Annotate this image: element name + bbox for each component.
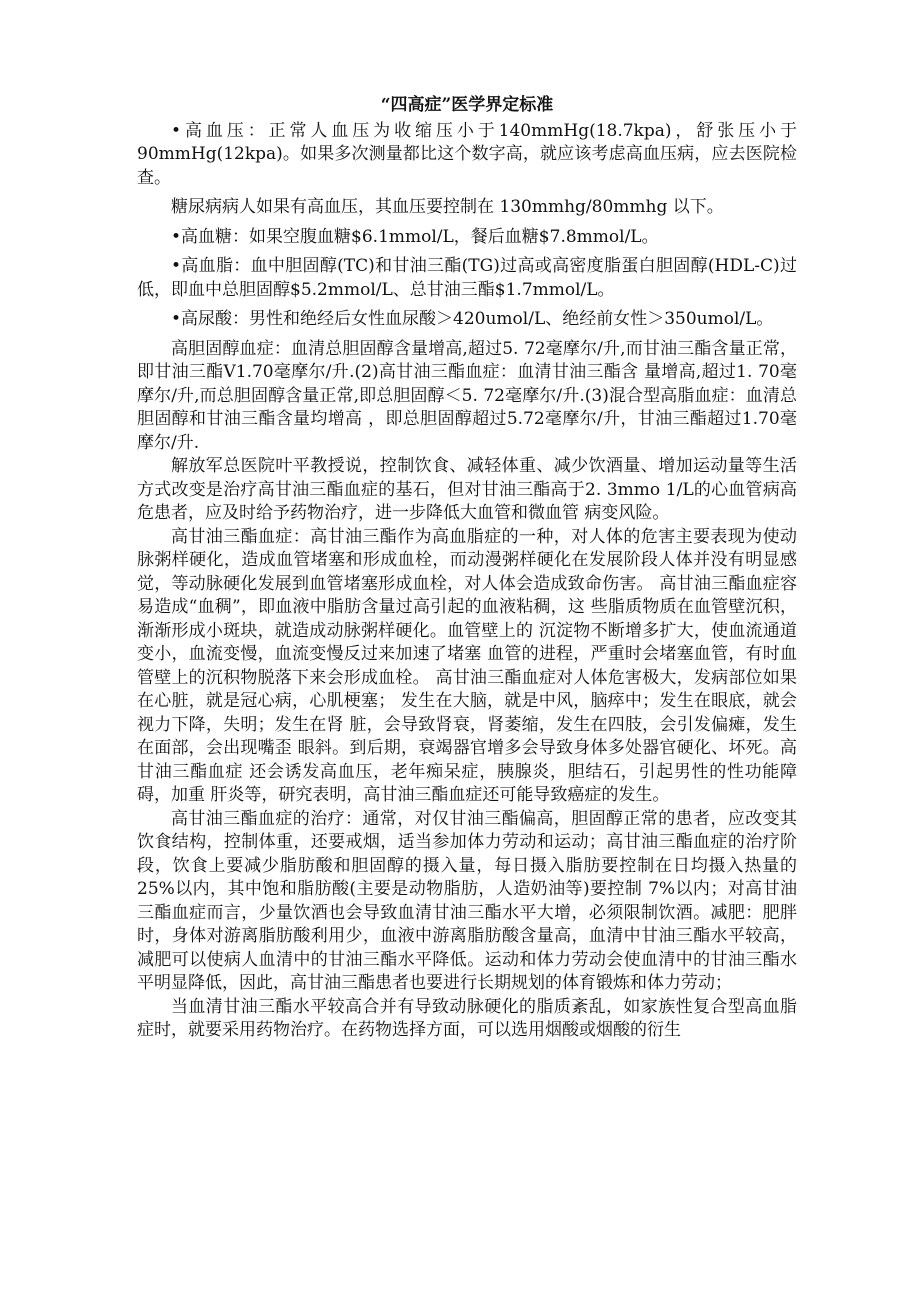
paragraph-hypertension: •高血压：正常人血压为收缩压小于140mmHg(18.7kpa)，舒张压小于90mmHg(12kpa)。如果多次测量都比这个数字高，就应该考虑高血压病，应去医院检查。: [137, 120, 797, 188]
paragraph-expert-advice: 解放军总医院叶平教授说，控制饮食、减轻体重、减少饮酒量、增加运动量等生活方式改变是治疗高甘油三酯血症的基石，但对甘油三酯高于2. 3mmo 1/L的心血管病高危患者，应及时给予药物治疗，进一步降低大血管和微血管 病变风险。: [137, 456, 797, 523]
paragraph-hypercholesterolemia: 高胆固醇血症：血清总胆固醇含量增高,超过5. 72毫摩尔/升,而甘油三酯含量正常，即甘油三酯V1.70毫摩尔/升.(2)高甘油三酯血症：血清甘油三酯含 量增高,超过1. 70毫摩尔/升,而总胆固醇含量正常,即总胆固醇＜5. 72毫摩尔/升.(3)混合型高脂血症：血清总胆固醇和甘油三酯含量均增高 ，即总胆固醇超过5.72毫摩尔/升，甘油三酯超过1.70毫摩尔/升.: [137, 338, 797, 453]
paragraph-drug-therapy: 当血清甘油三酯水平较高合并有导致动脉硬化的脂质紊乱，如家族性复合型高血脂症时，就要采用药物治疗。在药物选择方面，可以选用烟酸或烟酸的衍生: [137, 996, 797, 1040]
paragraph-triglyceride-harm: 高甘油三酯血症：高甘油三酯作为高血脂症的一种，对人体的危害主要表现为使动脉粥样硬化，造成血管堵塞和形成血栓，而动漫粥样硬化在发展阶段人体并没有明显感觉，等动脉硬化发展到血管堵塞形成血栓，对人体会造成致命伤害。 高甘油三酯血症容易造成“血稠”，即血液中脂肪含量过高引起的血液粘稠，这 些脂质物质在血管壁沉积，渐渐形成小斑块，就造成动脉粥样硬化。血管壁上的 沉淀物不断增多扩大，使血流通道变小，血流变慢，血流变慢反过来加速了堵塞 血管的进程，严重时会堵塞血管，有时血管壁上的沉积物脱落下来会形成血栓。 高甘油三酯血症对人体危害极大，发病部位如果在心脏，就是冠心病，心肌梗塞； 发生在大脑，就是中风，脑瘁中；发生在眼底，就会视力下降，失明；发生在肾 脏，会导致肾衰，肾萎缩，发生在四肢，会引发偏瘫，发生在面部，会出现嘴歪 眼斜。到后期，衰竭器官增多会导致身体多处器官硬化、坏死。高甘油三酯血症 还会诱发高血压，老年痴呆症，胰腺炎，胆结石，引起男性的性功能障碍，加重 肝炎等，研究表明，高甘油三酯血症还可能导致癌症的发生。: [137, 526, 797, 805]
paragraph-treatment: 高甘油三酯血症的治疗：通常，对仅甘油三酯偏高，胆固醇正常的患者，应改变其饮食结构，控制体重，还要戒烟，适当参加体力劳动和运动；高甘油三酯血症的治疗阶段，饮食上要减少脂肪酸和胆固醇的摄入量，每日摄入脂肪要控制在日均摄入热量的 25%以内，其中饱和脂肪酸(主要是动物脂肪，人造奶油等)要控制 7%以内；对高甘油三酯血症而言，少量饮酒也会导致血清甘油三酯水平大增，必须限制饮酒。减肥：肥胖时，身体对游离脂肪酸利用少，血液中游离脂肪酸含量高，血清中甘油三酯水平较高，减肥可以使病人血清中的甘油三酯水平降低。运动和体力劳动会使血清中的甘油三酯水平明显降低，因此，高甘油三酯患者也要进行长期规划的体育锻炼和体力劳动；: [137, 808, 797, 993]
paragraph-hyperlipidemia: •高血脂：血中胆固醇(TC)和甘油三酯(TG)过高或高密度脂蛋白胆固醇(HDL-C)过低，即血中总胆固醇$5.2mmol/L、总甘油三酯$1.7mmol/L。: [137, 256, 797, 300]
paragraph-hyperuricemia: •高尿酸：男性和绝经后女性血尿酸＞420umol/L、绝经前女性＞350umol/L。: [171, 309, 774, 329]
document-page: [137, 94, 797, 1043]
paragraph-hyperglycemia: •高血糖：如果空腹血糖$6.1mmol/L，餐后血糖$7.8mmol/L。: [171, 226, 659, 247]
paragraph-diabetes-bp: 糖尿病病人如果有高血压，其血压要控制在 130mmhg/80mmhg 以下。: [171, 197, 724, 217]
document-title: “四高症”医学界定标准: [380, 95, 554, 115]
